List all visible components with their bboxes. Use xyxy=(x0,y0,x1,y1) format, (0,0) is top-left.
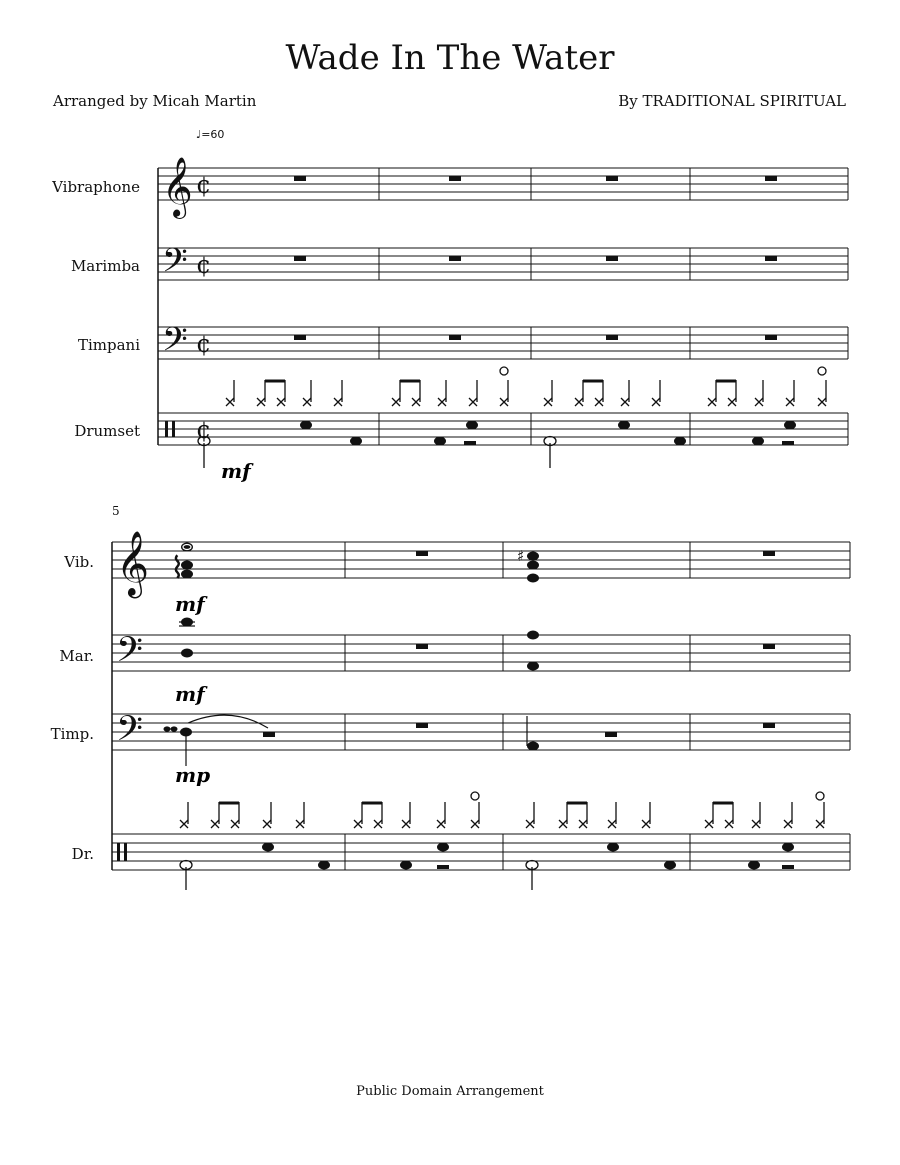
half-rest xyxy=(437,865,449,869)
treble-clef-icon: 𝄞 xyxy=(162,157,193,217)
cut-time-icon: ¢ xyxy=(196,416,212,444)
snare-note xyxy=(782,843,794,852)
dynamic-mf: mf xyxy=(175,682,205,706)
whole-rest xyxy=(606,176,618,181)
half-rest xyxy=(263,732,275,737)
drum-pattern-m4 xyxy=(708,367,826,406)
instrument-label-vib: Vib. xyxy=(64,553,94,571)
whole-rest xyxy=(765,256,777,261)
score-title: Wade In The Water xyxy=(285,38,615,78)
kick-note xyxy=(664,861,676,870)
staff-vib xyxy=(112,542,850,578)
whole-rest xyxy=(294,335,306,340)
half-rest xyxy=(605,732,617,737)
whole-rest xyxy=(763,723,775,728)
chord-note xyxy=(527,552,539,561)
kick-note xyxy=(674,437,686,446)
snare-note xyxy=(607,843,619,852)
arpeggio-icon: ⌇ xyxy=(170,551,185,586)
half-rest xyxy=(464,441,476,445)
whole-rest xyxy=(449,256,461,261)
whole-rest xyxy=(765,335,777,340)
staff-dr xyxy=(112,834,850,870)
drum-pattern-m8 xyxy=(705,792,824,828)
whole-rest xyxy=(606,256,618,261)
dynamic-mf: mf xyxy=(221,459,251,483)
note xyxy=(527,742,539,751)
drum-pattern-m6 xyxy=(354,792,479,828)
whole-rest xyxy=(606,335,618,340)
drum-pattern-m3 xyxy=(544,380,660,406)
whole-rest xyxy=(294,256,306,261)
whole-rest xyxy=(765,176,777,181)
kick-note xyxy=(752,437,764,446)
instrument-label-drumset: Drumset xyxy=(74,422,140,440)
dynamic-mf: mf xyxy=(175,592,205,616)
treble-clef-icon: 𝄞 xyxy=(116,531,150,596)
kick-note xyxy=(318,861,330,870)
snare-note xyxy=(437,843,449,852)
staff-mar xyxy=(112,635,850,671)
whole-rest xyxy=(416,644,428,649)
instrument-label-dr: Dr. xyxy=(71,845,94,863)
bass-clef-icon: 𝄢 xyxy=(116,629,144,678)
measure-number: 5 xyxy=(112,504,120,518)
instrument-label-marimba: Marimba xyxy=(70,257,140,275)
drum-pattern-m7 xyxy=(526,802,650,828)
cut-time-icon: ¢ xyxy=(196,171,212,199)
sharp-icon: ♯ xyxy=(517,547,525,565)
whole-rest xyxy=(449,335,461,340)
footer-text: Public Domain Arrangement xyxy=(356,1084,544,1099)
note xyxy=(527,631,539,640)
dynamic-mp: mp xyxy=(175,763,211,787)
snare-note xyxy=(784,421,796,430)
instrument-label-timp: Timp. xyxy=(50,725,94,743)
tempo-marking: ♩=60 xyxy=(196,128,225,141)
whole-rest xyxy=(416,551,428,556)
snare-note xyxy=(466,421,478,430)
whole-rest xyxy=(449,176,461,181)
staff-timp xyxy=(112,714,850,750)
kick-note xyxy=(400,861,412,870)
snare-note xyxy=(300,421,312,430)
kick-note xyxy=(350,437,362,446)
cut-time-icon: ¢ xyxy=(196,251,212,279)
bass-clef-icon: 𝄢 xyxy=(116,708,144,757)
instrument-label-mar: Mar. xyxy=(59,647,94,665)
percussion-clef-icon xyxy=(165,421,168,437)
composer-credit: By TRADITIONAL SPIRITUAL xyxy=(618,92,846,110)
drum-pattern-m2 xyxy=(392,367,508,406)
staff-drumset xyxy=(158,413,848,445)
kick-note xyxy=(748,861,760,870)
half-rest xyxy=(782,441,794,445)
snare-note xyxy=(262,843,274,852)
whole-rest xyxy=(416,723,428,728)
instrument-label-timpani: Timpani xyxy=(77,336,140,354)
bass-clef-icon: 𝄢 xyxy=(162,242,188,288)
staff-vibraphone xyxy=(158,168,848,200)
staff-timpani xyxy=(158,327,848,359)
grace-note xyxy=(164,726,171,731)
arranger-credit: Arranged by Micah Martin xyxy=(53,92,257,110)
note xyxy=(527,662,539,671)
cut-time-icon: ¢ xyxy=(196,330,212,358)
bass-clef-icon: 𝄢 xyxy=(162,321,188,367)
percussion-clef-icon xyxy=(117,843,120,861)
whole-rest xyxy=(294,176,306,181)
note xyxy=(181,649,193,658)
whole-rest xyxy=(763,551,775,556)
drum-pattern-m5 xyxy=(180,802,304,828)
snare-note xyxy=(618,421,630,430)
half-rest xyxy=(782,865,794,869)
drum-pattern-m1 xyxy=(226,380,342,406)
tie xyxy=(188,715,268,728)
kick-note xyxy=(434,437,446,446)
staff-marimba xyxy=(158,248,848,280)
instrument-label-vibraphone: Vibraphone xyxy=(52,178,140,196)
whole-rest xyxy=(763,644,775,649)
